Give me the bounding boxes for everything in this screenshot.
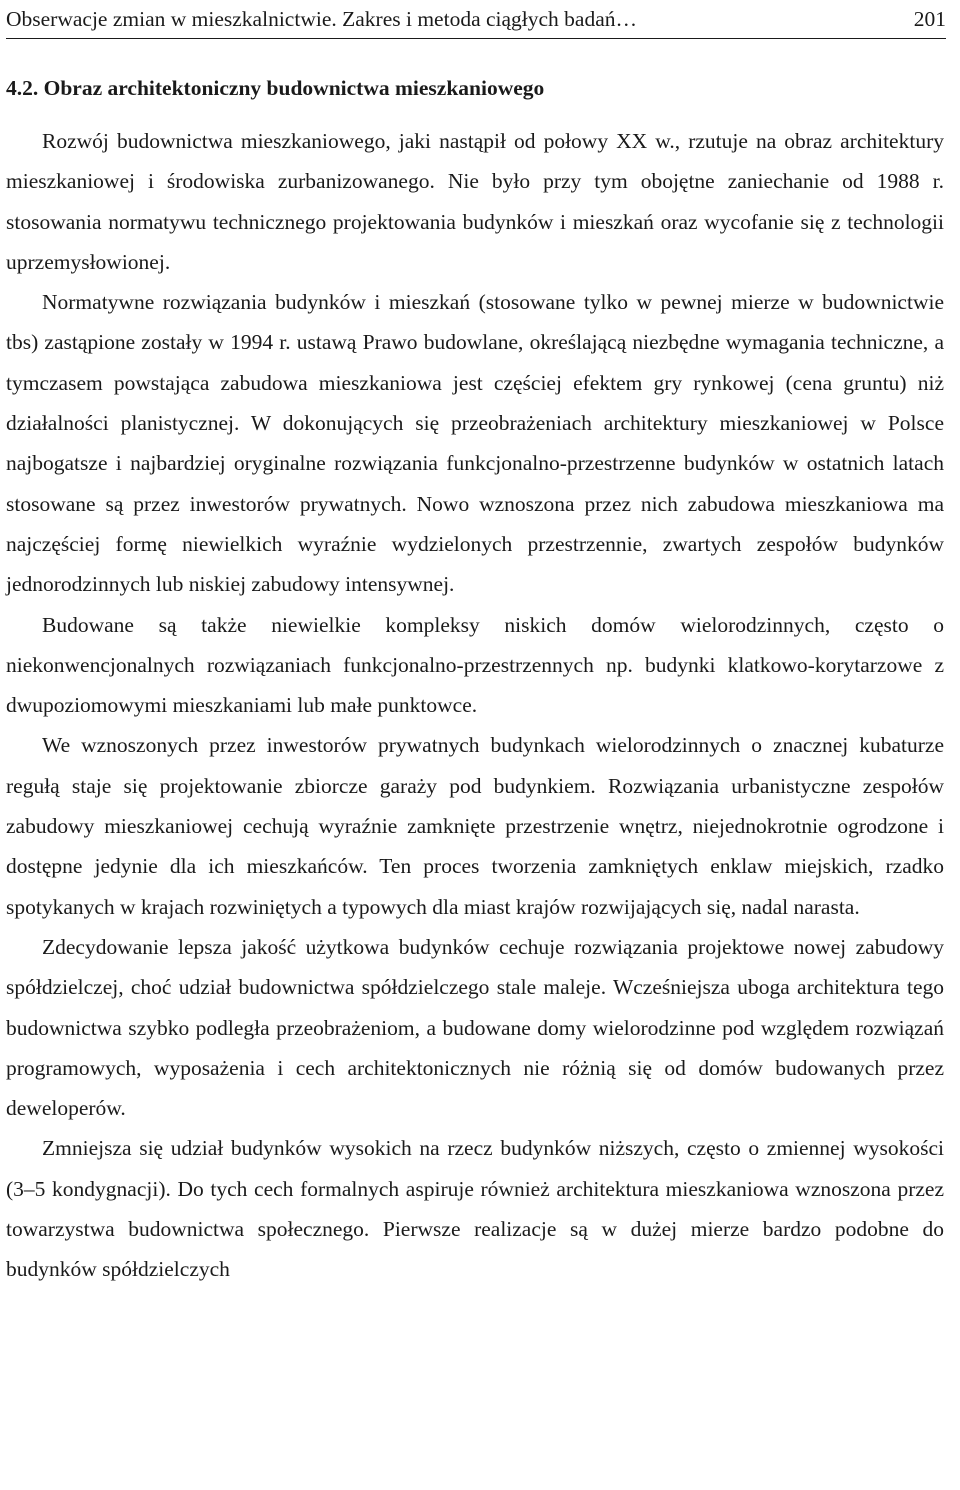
running-header [6,0,946,39]
paragraph: Normatywne rozwiązania budynków i mieszkań (stosowane tylko w pewnej mierze w budownictwie tbs) zastąpione zostały w 1994 r. ustawą Prawo budowlane, określającą niezbędne wymagania techniczne, a tymczasem powstająca zabudowa mieszkaniowa jest częściej efektem gry rynkowej (cena gruntu) niż działalności planistycznej. W dokonujących się przeobrażeniach architektury mieszkaniowej w Polsce najbogatsze i najbardziej oryginalne rozwiązania funkcjonalno-przestrzenne budynków w ostatnich latach stosowane są przez inwestorów prywatnych. Nowo wznoszona przez nich zabudowa mieszkaniowa ma najczęściej formę niewielkich wyraźnie wydzielonych przestrzennie, zwartych zespołów budynków jednorodzinnych lub niskiej zabudowy intensywnej. [6,290,944,597]
paragraph: Zdecydowanie lepsza jakość użytkowa budynków cechuje rozwiązania projektowe nowej zabudowy spółdzielczej, choć udział budownictwa spółdzielczego stale maleje. Wcześniejsza uboga architektura tego budownictwa szybko podległa przeobrażeniom, a budowane domy wielorodzinne pod względem rozwiązań programowych, wyposażenia i cech architektonicznych nie różnią się od domów budowanych przez deweloperów. [6,934,944,1121]
paragraph: Zmniejsza się udział budynków wysokich na rzecz budynków niższych, często o zmiennej wysokości (3–5 kondygnacji). Do tych cech formalnych aspiruje również architektura mieszkaniowa wznoszona przez towarzystwa budownictwa społecznego. Pierwsze realizacje są w dużej mierze bardzo podobne do budynków spółdzielczych [6,1136,944,1282]
body-text [6,121,944,1290]
paragraph: Rozwój budownictwa mieszkaniowego, jaki nastąpił od połowy XX w., rzutuje na obraz architektury mieszkaniowej i środowiska zurbanizowanego. Nie było przy tym obojętne zaniechanie od 1988 r. stosowania normatywu technicznego projektowania budynków i mieszkań oraz wycofanie się z technologii uprzemysłowionej. [6,129,944,274]
section-heading: 4.2. Obraz architektoniczny budownictwa mieszkaniowego [6,76,545,100]
paragraph: We wznoszonych przez inwestorów prywatnych budynkach wielorodzinnych o znacznej kubaturze regułą staje się projektowanie zbiorcze garaży pod budynkiem. Rozwiązania urbanistyczne zespołów zabudowy mieszkaniowej cechują wyraźnie zamknięte przestrzenie wnętrz, niejednokrotnie ogrodzone i dostępne jedynie dla ich mieszkańców. Ten proces tworzenia zamkniętych enklaw miejskich, rzadko spotykanych w krajach rozwiniętych a typowych dla miast krajów rozwijających się, nadal narasta. [6,733,944,919]
page-number: 201 [913,7,946,31]
header-title: Obserwacje zmian w mieszkalnictwie. Zakres i metoda ciągłych badań… [6,7,638,31]
paragraph: Budowane są także niewielkie kompleksy niskich domów wielorodzinnych, często o niekonwencjonalnych rozwiązaniach funkcjonalno-przestrzennych np. budynki klatkowo-korytarzowe z dwupoziomowymi mieszkaniami lub małe punktowce. [6,612,944,718]
